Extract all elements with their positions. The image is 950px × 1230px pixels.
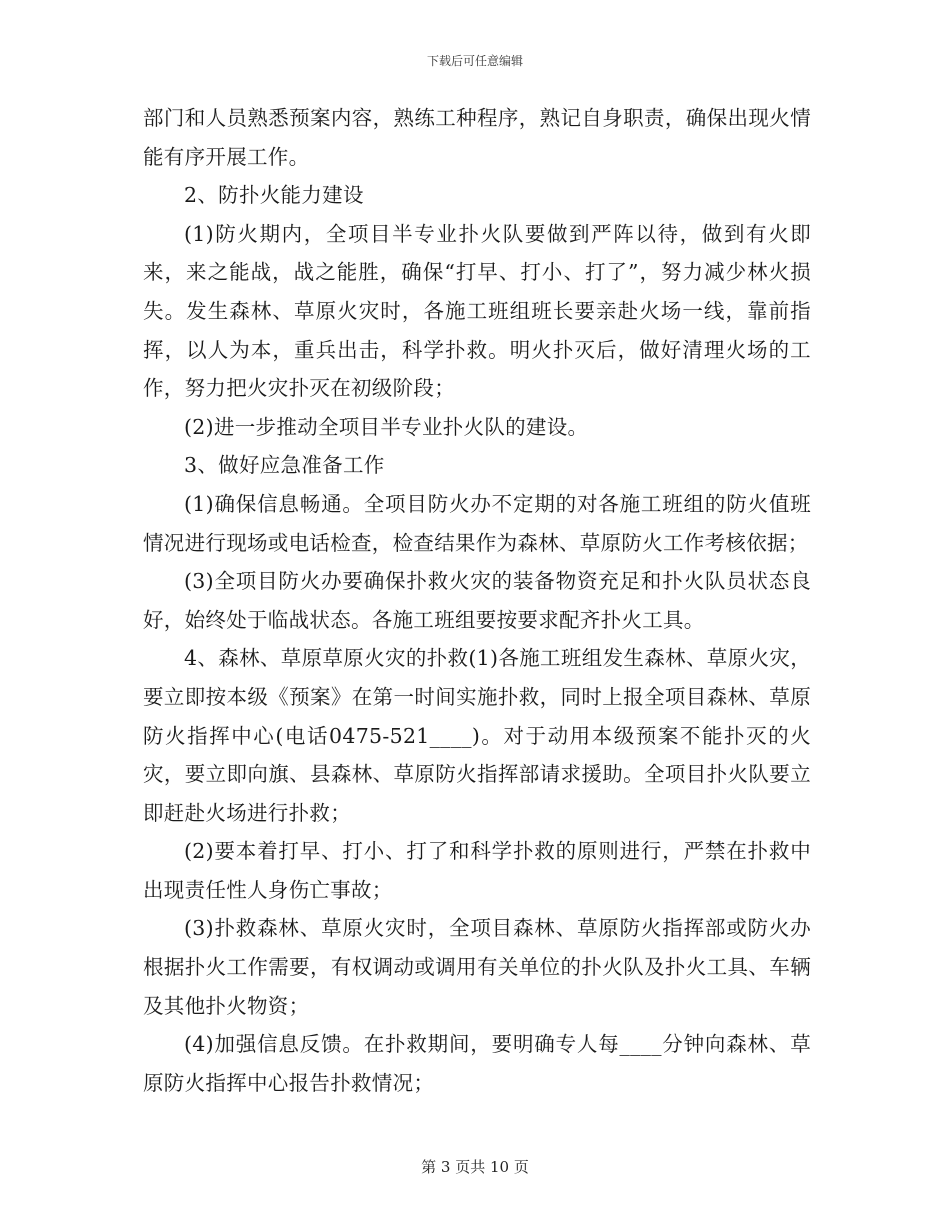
paragraph: (1)确保信息畅通。全项目防火办不定期的对各施工班组的防火值班情况进行现场或电话检查，检查结果作为森林、草原防火工作考核依据； — [143, 491, 811, 555]
page-number: 第 3 页共 10 页 — [421, 1158, 529, 1176]
paragraph: 部门和人员熟悉预案内容，熟练工种程序，熟记自身职责，确保出现火情能有序开展工作。 — [143, 106, 811, 169]
paragraph: (3)扑救森林、草原火灾时，全项目森林、草原防火指挥部或防火办根据扑火工作需要，有权调动或调用有关单位的扑火队及扑火工具、车辆及其他扑火物资； — [143, 916, 811, 1018]
section-heading: 2、防扑火能力建设 — [184, 183, 364, 208]
document-body — [143, 99, 811, 1102]
paragraph: (3)全项目防火办要确保扑救火灾的装备物资充足和扑火队员状态良好，始终处于临战状态。各施工班组要按要求配齐扑火工具。 — [143, 569, 811, 632]
paragraph: 4、森林、草原草原火灾的扑救(1)各施工班组发生森林、草原火灾，要立即按本级《预案》在第一时间实施扑救，同时上报全项目森林、草原防火指挥中心(电话0475-521____)。对于动用本级预案不能扑灭的火灾，要立即向旗、县森林、草原防火指挥部请求援助。全项目扑火队要立即赶赴火场进行扑救； — [143, 646, 811, 825]
page-header: 下载后可任意编辑 — [426, 54, 523, 68]
paragraph: (2)进一步推动全项目半专业扑火队的建设。 — [184, 414, 589, 439]
paragraph: (2)要本着打早、打小、打了和科学扑救的原则进行，严禁在扑救中出现责任性人身伤亡事故； — [143, 839, 811, 902]
paragraph: (1)防火期内，全项目半专业扑火队要做到严阵以待，做到有火即来，来之能战，战之能胜，确保“打早、打小、打了”，努力减少林火损失。发生森林、草原火灾时，各施工班组班长要亲赴火场一线，靠前指挥，以人为本，重兵出击，科学扑救。明火扑灭后，做好清理火场的工作，努力把火灾扑灭在初级阶段； — [143, 221, 811, 401]
paragraph: (4)加强信息反馈。在扑救期间，要明确专人每____分钟向森林、草原防火指挥中心报告扑救情况； — [143, 1032, 811, 1095]
section-heading: 3、做好应急准备工作 — [184, 453, 385, 478]
